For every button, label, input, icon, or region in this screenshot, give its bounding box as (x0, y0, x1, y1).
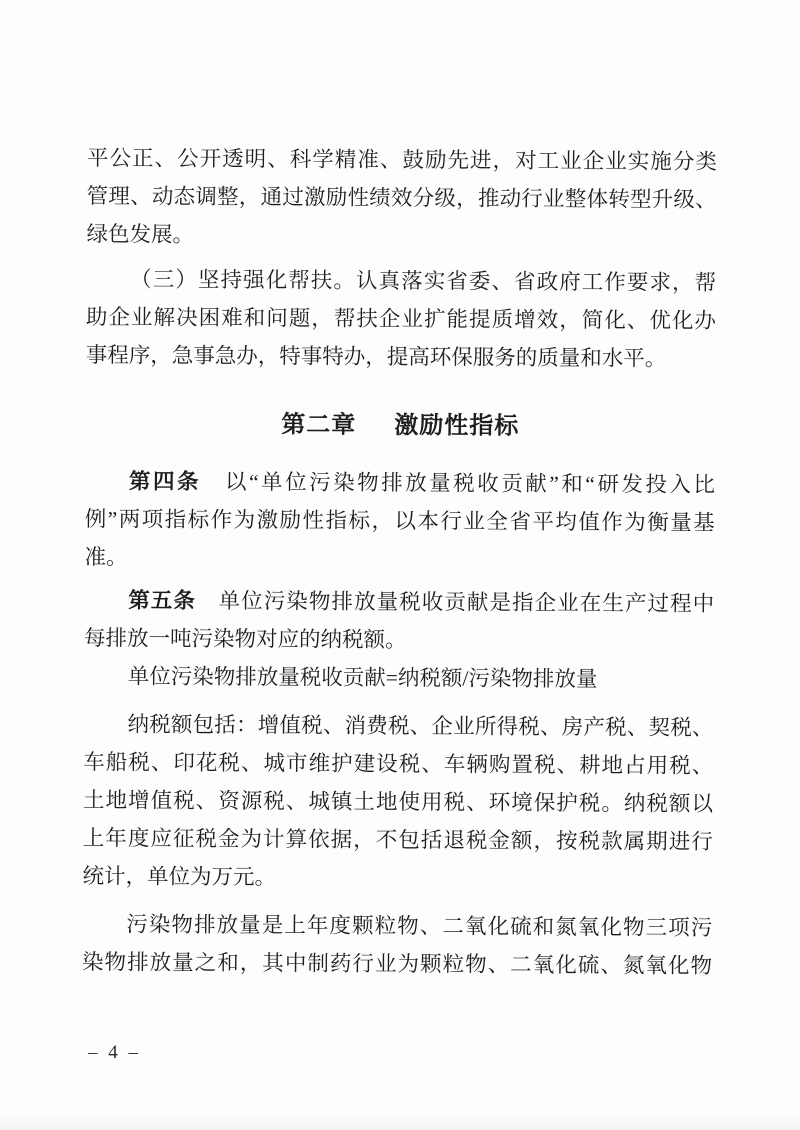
text-line (86, 260, 716, 302)
text-segment: 车船税、印花税、城市维护建设税、车辆购置税、耕地占用税、 (83, 750, 714, 778)
text-segment: 污染物排放量是上年度颗粒物、二氧化硫和氮氧化物三项污 (126, 912, 713, 940)
text-segment: （三）坚持强化帮扶。认真落实省委、省政府工作要求，帮 (130, 267, 717, 295)
bold-lead: 第四条 (128, 469, 202, 494)
text-segment: 土地增值税、资源税、城镇土地使用税、环境保护税。纳税额以 (82, 788, 714, 816)
text-line (83, 743, 713, 785)
text-segment: 统计，单位为万元。 (82, 864, 277, 890)
text-segment: 绿色发展。 (86, 222, 195, 247)
paragraph-p6 (82, 905, 712, 985)
text-line (82, 943, 712, 985)
text-segment: 染物排放量之和，其中制药行业为颗粒物、二氧化硫、氮氧化物 (81, 950, 713, 978)
text-segment: 例”两项指标作为激励性指标，以本行业全省平均值作为衡量基 (84, 507, 715, 535)
text-segment: 单位污染物排放量税收贡献是指企业在生产过程中 (195, 588, 715, 616)
chapter-number: 第二章 (281, 411, 357, 439)
text-line (83, 819, 713, 861)
paragraph-p2 (86, 260, 717, 378)
text-segment: 以“单位污染物排放量税收贡献”和“研发投入比 (200, 469, 716, 497)
text-line (86, 215, 716, 257)
text-segment: 事程序，急事急办，特事特办，提高环保服务的质量和水平。 (85, 343, 667, 371)
bold-lead: 第五条 (128, 588, 197, 613)
text-segment: 每排放一吨污染物对应的纳税额。 (83, 626, 407, 653)
paragraph-p1 (86, 139, 717, 257)
paragraph-p5 (82, 705, 713, 899)
text-line (85, 500, 715, 542)
text-line (84, 657, 714, 699)
text-segment: 平公正、公开透明、科学精准、鼓励先进，对工业企业实施分类 (86, 146, 718, 174)
chapter-heading (85, 405, 715, 447)
text-line (85, 462, 715, 504)
text-line (83, 781, 713, 823)
paragraph-p3 (84, 462, 715, 580)
text-segment: 管理、动态调整，通过激励性绩效分级，推动行业整体转型升级、 (86, 184, 717, 212)
text-segment: 单位污染物排放量税收贡献=纳税额/污染物排放量 (127, 664, 598, 692)
page-number: – 4 – (88, 1042, 141, 1063)
document-content (82, 139, 717, 985)
text-line (84, 581, 714, 623)
text-segment: 纳税额包括：增值税、消费税、企业所得税、房产税、契税、 (127, 712, 714, 740)
text-segment: 准。 (84, 545, 128, 570)
text-line (82, 857, 712, 899)
text-line (82, 905, 712, 947)
text-line (83, 705, 713, 747)
text-segment: 上年度应征税金为计算依据，不包括退税金额，按税款属期进行 (82, 826, 713, 854)
text-line (86, 336, 716, 378)
text-segment: 助企业解决困难和问题，帮扶企业扩能提质增效，简化、优化办 (85, 305, 717, 333)
paragraph-p4 (84, 581, 714, 661)
text-line (87, 177, 717, 219)
paragraph-formula (84, 657, 714, 699)
chapter-title: 激励性指标 (394, 411, 520, 440)
text-line (84, 619, 714, 661)
text-line (86, 298, 716, 340)
text-line (84, 538, 714, 580)
text-line (87, 139, 717, 181)
